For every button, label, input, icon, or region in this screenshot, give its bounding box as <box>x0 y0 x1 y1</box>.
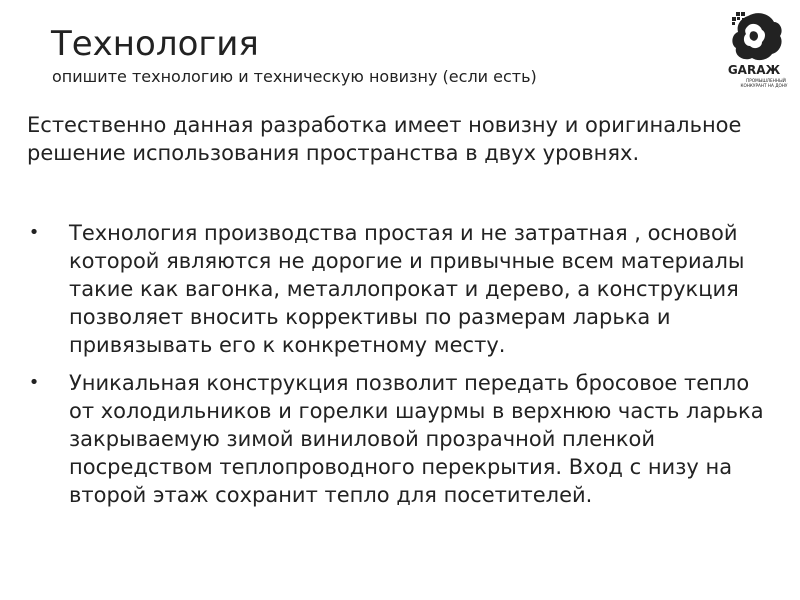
bullet-text: Уникальная конструкция позволит передать бросовое тепло от холодильников и горелки шаурмы в верхнюю часть ларька закрываемую зимой виниловой прозрачной пленкой посредством теплопроводного перекрытия. Вход с низу на второй этаж сохранит тепло для посетителей. <box>69 371 764 507</box>
logo-brand: GARAЖ <box>727 63 781 77</box>
page-title: Технология <box>51 24 259 64</box>
bullet-marker-icon: • <box>28 372 40 393</box>
bullet-text: Технология производства простая и не затратная , основой которой являются не дорогие и привычные всем материалы такие как вагонка, металлопрокат и дерево, а конструкция позволяет вносить коррективы по размерам ларька и привязывать его к конкретному месту. <box>69 221 745 357</box>
page-subtitle: опишите технологию и техническую новизну (если есть) <box>52 67 537 86</box>
bullet-item <box>27 219 777 359</box>
bullet-item <box>27 369 777 509</box>
logo-tagline-2: КОНКУРАНТ НА ДОНУ <box>740 83 788 88</box>
logo-tagline-1: ПРОМЫШЛЕННЫЙ <box>746 78 786 83</box>
bullet-list <box>27 219 777 519</box>
bullet-marker-icon: • <box>28 222 40 243</box>
garage-logo-icon <box>718 8 790 92</box>
intro-paragraph: Естественно данная разработка имеет новизну и оригинальное решение использования пространства в двух уровнях. <box>27 113 742 165</box>
